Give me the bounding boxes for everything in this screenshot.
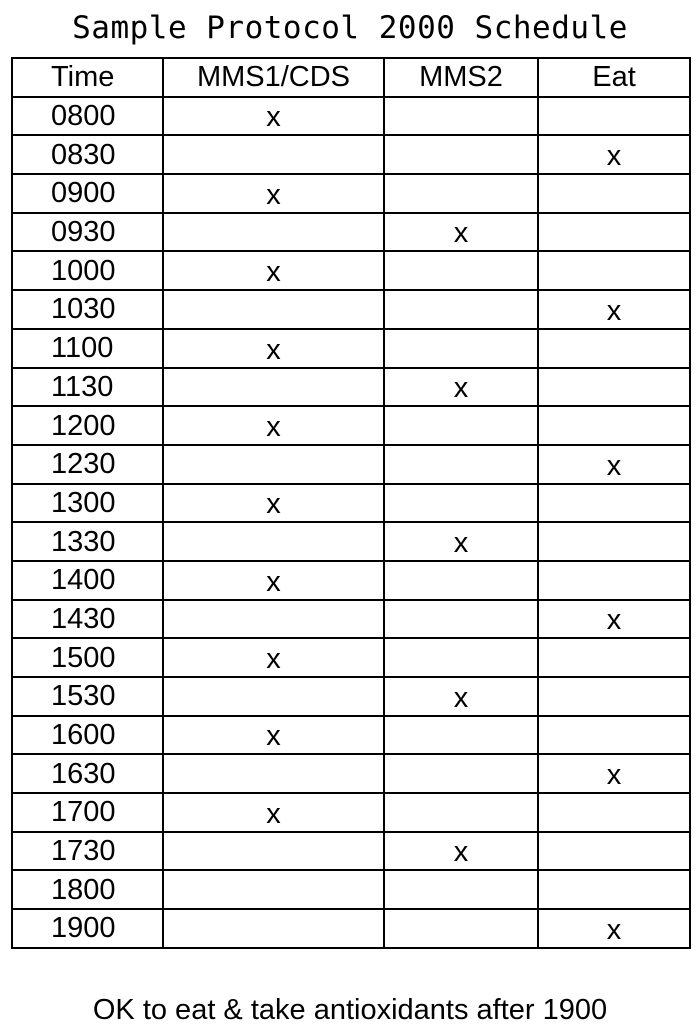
time-cell: 1430 — [12, 600, 163, 639]
table-row — [12, 677, 690, 716]
mms2-cell — [384, 251, 538, 290]
eat-cell — [538, 213, 690, 252]
eat-cell — [538, 677, 690, 716]
table-row — [12, 716, 690, 755]
column-header-time: Time — [12, 58, 163, 97]
table-row — [12, 445, 690, 484]
time-cell: 1130 — [12, 368, 163, 407]
eat-cell — [538, 406, 690, 445]
mms2-cell — [384, 174, 538, 213]
mms2-cell: x — [384, 677, 538, 716]
time-cell: 0900 — [12, 174, 163, 213]
mms2-cell — [384, 445, 538, 484]
eat-cell — [538, 832, 690, 871]
eat-cell: x — [538, 754, 690, 793]
mms1-cds-cell: x — [163, 251, 384, 290]
mms2-cell: x — [384, 213, 538, 252]
mms2-cell — [384, 135, 538, 174]
mms2-cell — [384, 600, 538, 639]
eat-cell — [538, 484, 690, 523]
eat-cell: x — [538, 135, 690, 174]
mms2-cell — [384, 638, 538, 677]
mms2-cell — [384, 909, 538, 948]
eat-cell: x — [538, 445, 690, 484]
mms1-cds-cell: x — [163, 484, 384, 523]
mms1-cds-cell: x — [163, 716, 384, 755]
mms1-cds-cell: x — [163, 97, 384, 136]
table-row — [12, 522, 690, 561]
time-cell: 1900 — [12, 909, 163, 948]
time-cell: 1330 — [12, 522, 163, 561]
time-cell: 0830 — [12, 135, 163, 174]
eat-cell: x — [538, 600, 690, 639]
time-cell: 1500 — [12, 638, 163, 677]
mms1-cds-cell — [163, 368, 384, 407]
mms1-cds-cell — [163, 870, 384, 909]
eat-cell — [538, 793, 690, 832]
mms1-cds-cell — [163, 909, 384, 948]
mms2-cell: x — [384, 368, 538, 407]
table-row — [12, 484, 690, 523]
time-cell: 1530 — [12, 677, 163, 716]
time-cell: 1030 — [12, 290, 163, 329]
table-row — [12, 909, 690, 948]
time-cell: 1630 — [12, 754, 163, 793]
mms1-cds-cell — [163, 832, 384, 871]
mms1-cds-cell — [163, 135, 384, 174]
eat-cell — [538, 368, 690, 407]
mms2-cell: x — [384, 522, 538, 561]
time-cell: 1230 — [12, 445, 163, 484]
mms2-cell — [384, 716, 538, 755]
mms2-cell — [384, 484, 538, 523]
column-header-mms1-cds: MMS1/CDS — [163, 58, 384, 97]
mms1-cds-cell: x — [163, 329, 384, 368]
time-cell: 1000 — [12, 251, 163, 290]
mms1-cds-cell — [163, 445, 384, 484]
mms1-cds-cell: x — [163, 638, 384, 677]
mms2-cell — [384, 290, 538, 329]
table-row — [12, 329, 690, 368]
mms2-cell — [384, 793, 538, 832]
eat-cell — [538, 870, 690, 909]
eat-cell — [538, 174, 690, 213]
table-row — [12, 832, 690, 871]
time-cell: 0800 — [12, 97, 163, 136]
column-header-mms2: MMS2 — [384, 58, 538, 97]
mms1-cds-cell: x — [163, 406, 384, 445]
time-cell: 1300 — [12, 484, 163, 523]
eat-cell — [538, 638, 690, 677]
mms1-cds-cell: x — [163, 793, 384, 832]
time-cell: 1730 — [12, 832, 163, 871]
mms2-cell: x — [384, 832, 538, 871]
mms1-cds-cell — [163, 522, 384, 561]
table-row — [12, 135, 690, 174]
table-row — [12, 368, 690, 407]
time-cell: 0930 — [12, 213, 163, 252]
time-cell: 1400 — [12, 561, 163, 600]
eat-cell — [538, 561, 690, 600]
mms1-cds-cell — [163, 600, 384, 639]
mms2-cell — [384, 406, 538, 445]
table-row — [12, 174, 690, 213]
time-cell: 1800 — [12, 870, 163, 909]
eat-cell: x — [538, 290, 690, 329]
page-title: Sample Protocol 2000 Schedule — [72, 10, 628, 46]
eat-cell — [538, 97, 690, 136]
mms1-cds-cell — [163, 754, 384, 793]
mms1-cds-cell — [163, 213, 384, 252]
schedule-table — [11, 57, 691, 949]
table-row — [12, 870, 690, 909]
eat-cell: x — [538, 909, 690, 948]
table-row — [12, 290, 690, 329]
table-row — [12, 97, 690, 136]
table-row — [12, 213, 690, 252]
eat-cell — [538, 329, 690, 368]
time-cell: 1700 — [12, 793, 163, 832]
mms1-cds-cell — [163, 290, 384, 329]
time-cell: 1200 — [12, 406, 163, 445]
mms2-cell — [384, 561, 538, 600]
mms2-cell — [384, 870, 538, 909]
table-row — [12, 638, 690, 677]
table-row — [12, 754, 690, 793]
eat-cell — [538, 716, 690, 755]
mms1-cds-cell — [163, 677, 384, 716]
eat-cell — [538, 251, 690, 290]
table-row — [12, 600, 690, 639]
mms2-cell — [384, 329, 538, 368]
column-header-eat: Eat — [538, 58, 690, 97]
mms1-cds-cell: x — [163, 561, 384, 600]
table-row — [12, 251, 690, 290]
time-cell: 1100 — [12, 329, 163, 368]
table-row — [12, 561, 690, 600]
schedule-body — [12, 97, 690, 948]
mms2-cell — [384, 754, 538, 793]
mms1-cds-cell: x — [163, 174, 384, 213]
mms2-cell — [384, 97, 538, 136]
table-header-row — [12, 58, 690, 97]
table-row — [12, 406, 690, 445]
time-cell: 1600 — [12, 716, 163, 755]
eat-cell — [538, 522, 690, 561]
table-row — [12, 793, 690, 832]
footer-note: OK to eat & take antioxidants after 1900 — [92, 994, 608, 1026]
